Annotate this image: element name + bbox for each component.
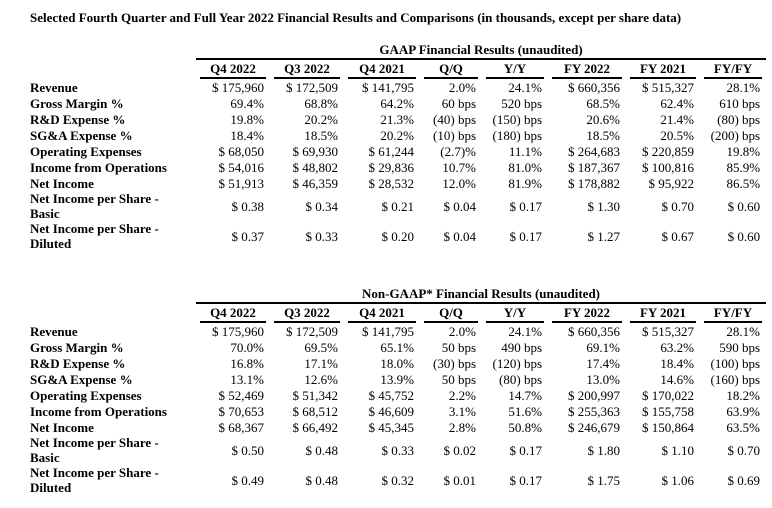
section-header-row — [30, 43, 766, 59]
cell-value: 12.0% — [442, 175, 476, 191]
cell-value: 21.3% — [380, 111, 414, 127]
cell-value: $ 29,836 — [368, 159, 414, 175]
row-label: Net Income per Share - Diluted — [30, 221, 159, 251]
cell-value: $ 68,050 — [218, 143, 264, 159]
cell-value: $ 660,356 — [568, 79, 620, 95]
cell-value: $ 0.17 — [509, 228, 542, 244]
cell-value: 3.1% — [448, 403, 476, 419]
cell-value: $ 0.48 — [305, 472, 338, 488]
cell-value: $ 200,997 — [568, 387, 620, 403]
column-header-label: Q4 2021 — [348, 306, 416, 323]
cell-value: $ 0.33 — [381, 442, 414, 458]
cell-value: 18.5% — [304, 127, 338, 143]
column-header-label: Q3 2022 — [274, 306, 340, 323]
cell-value: 65.1% — [380, 339, 414, 355]
cell-value: $ 0.20 — [381, 228, 414, 244]
cell-value: 20.5% — [660, 127, 694, 143]
cell-value: $ 1.30 — [587, 198, 620, 214]
cell-value: 18.0% — [380, 355, 414, 371]
table-row — [30, 323, 766, 339]
cell-value: $ 0.60 — [727, 228, 761, 244]
cell-value: 10.7% — [442, 159, 476, 175]
non-gaap-table-title: Non-GAAP* Financial Results (unaudited) — [362, 286, 600, 301]
table-row — [30, 143, 766, 159]
cell-value: 590 bps — [719, 339, 760, 355]
column-header — [626, 59, 700, 79]
cell-value: $ 45,345 — [368, 419, 414, 435]
cell-value: $ 0.04 — [443, 228, 476, 244]
cell-value: 19.8% — [230, 111, 264, 127]
cell-value: $ 45,752 — [368, 387, 414, 403]
gaap-table-body — [30, 79, 766, 251]
cell-value: $ 0.33 — [305, 228, 338, 244]
cell-value: 63.9% — [726, 403, 760, 419]
cell-value: 17.1% — [304, 355, 338, 371]
cell-value: $ 0.17 — [509, 442, 542, 458]
cell-value: 18.2% — [726, 387, 760, 403]
cell-value: $ 0.34 — [305, 198, 338, 214]
cell-value: 11.1% — [508, 143, 542, 159]
cell-value: $ 70,653 — [218, 403, 264, 419]
cell-value: $ 155,758 — [642, 403, 694, 419]
cell-value: 69.4% — [230, 95, 264, 111]
cell-value: 51.6% — [508, 403, 542, 419]
cell-value: 21.4% — [660, 111, 694, 127]
cell-value: 85.9% — [726, 159, 761, 175]
table-row — [30, 191, 766, 221]
cell-value: $ 172,509 — [286, 79, 338, 95]
cell-value: $ 0.01 — [443, 472, 476, 488]
cell-value: $ 0.50 — [231, 442, 264, 458]
cell-value: 24.1% — [508, 323, 542, 339]
cell-value: 63.2% — [660, 339, 694, 355]
cell-value: 69.1% — [586, 339, 620, 355]
cell-value: 520 bps — [501, 95, 542, 111]
cell-value: 2.8% — [448, 419, 476, 435]
cell-value: $ 1.80 — [587, 442, 620, 458]
cell-value: 81.9% — [508, 175, 542, 191]
cell-value: $ 0.49 — [231, 472, 264, 488]
column-header — [196, 303, 270, 323]
cell-value: 14.7% — [508, 387, 542, 403]
column-header — [270, 303, 344, 323]
column-header — [700, 303, 766, 323]
column-header-label: Q4 2022 — [200, 306, 266, 323]
row-label: Revenue — [30, 79, 78, 95]
cell-value: 20.6% — [586, 111, 620, 127]
cell-value: 2.0% — [448, 323, 476, 339]
cell-value: $ 68,367 — [218, 419, 264, 435]
row-label: Net Income — [30, 175, 94, 191]
non-gaap-results-table — [30, 287, 766, 495]
cell-value: $ 178,882 — [568, 175, 620, 191]
row-label: SG&A Expense % — [30, 371, 133, 387]
cell-value: 20.2% — [380, 127, 414, 143]
cell-value: 13.1% — [230, 371, 264, 387]
cell-value: 64.2% — [380, 95, 414, 111]
cell-value: $ 0.70 — [727, 442, 760, 458]
cell-value: 24.1% — [508, 79, 542, 95]
column-header-label: Q4 2021 — [348, 62, 416, 79]
cell-value: 490 bps — [501, 339, 542, 355]
cell-value: $ 175,960 — [212, 79, 264, 95]
cell-value: $ 0.69 — [727, 472, 760, 488]
cell-value: $ 0.17 — [509, 198, 542, 214]
cell-value: $ 0.67 — [661, 228, 694, 244]
row-label: Gross Margin % — [30, 339, 124, 355]
cell-value: $ 170,022 — [642, 387, 694, 403]
column-header — [548, 303, 626, 323]
column-header-label: Q3 2022 — [274, 62, 340, 79]
cell-value: $ 0.48 — [305, 442, 338, 458]
row-label: Operating Expenses — [30, 387, 142, 403]
section-header-cell — [196, 43, 766, 59]
section-header-cell — [196, 287, 766, 303]
row-label: Net Income per Share - Basic — [30, 191, 159, 221]
cell-value: $ 46,609 — [368, 403, 414, 419]
cell-value: $ 0.21 — [381, 198, 414, 214]
cell-value: $ 28,532 — [368, 175, 414, 191]
column-header — [270, 59, 344, 79]
row-label: R&D Expense % — [30, 355, 126, 371]
cell-value: (150) bps — [492, 111, 542, 127]
cell-value: $ 0.70 — [661, 198, 694, 214]
cell-value: $ 1.75 — [587, 472, 620, 488]
table-row — [30, 79, 766, 95]
cell-value: $ 1.10 — [661, 442, 694, 458]
cell-value: 12.6% — [304, 371, 338, 387]
cell-value: 18.5% — [586, 127, 620, 143]
table-row — [30, 111, 766, 127]
table-row — [30, 221, 766, 251]
cell-value: (2.7)% — [440, 143, 476, 159]
table-row — [30, 127, 766, 143]
cell-value: 62.4% — [660, 95, 694, 111]
cell-value: 28.1% — [726, 323, 760, 339]
non-gaap-table-body — [30, 323, 766, 495]
column-header — [420, 59, 482, 79]
row-label-column-header — [30, 59, 196, 79]
cell-value: 86.5% — [726, 175, 761, 191]
cell-value: 13.0% — [586, 371, 620, 387]
cell-value: $ 69,930 — [292, 143, 338, 159]
cell-value: $ 68,512 — [292, 403, 338, 419]
row-label: R&D Expense % — [30, 111, 126, 127]
cell-value: $ 0.38 — [231, 198, 264, 214]
table-row — [30, 371, 766, 387]
cell-value: $ 660,356 — [568, 323, 620, 339]
row-label: Revenue — [30, 323, 78, 339]
cell-value: (80) bps — [499, 371, 542, 387]
column-header-label: Y/Y — [486, 306, 544, 323]
column-header — [344, 303, 420, 323]
table-row — [30, 387, 766, 403]
row-label-column-header — [30, 303, 196, 323]
column-header-label: FY/FY — [704, 306, 762, 323]
cell-value: 2.0% — [448, 79, 476, 95]
cell-value: $ 0.60 — [727, 198, 761, 214]
cell-value: $ 141,795 — [362, 79, 414, 95]
cell-value: $ 187,367 — [568, 159, 620, 175]
cell-value: $ 141,795 — [362, 323, 414, 339]
column-header-label: FY 2022 — [552, 306, 622, 323]
cell-value: 50.8% — [508, 419, 542, 435]
cell-value: $ 100,816 — [642, 159, 694, 175]
column-header-label: FY 2021 — [630, 306, 696, 323]
column-header — [548, 59, 626, 79]
column-header-label: Y/Y — [486, 62, 544, 79]
cell-value: $ 1.06 — [661, 472, 694, 488]
cell-value: 60 bps — [441, 95, 476, 111]
cell-value: $ 264,683 — [568, 143, 620, 159]
cell-value: 19.8% — [726, 143, 761, 159]
row-label: SG&A Expense % — [30, 127, 133, 143]
row-label: Net Income per Share - Diluted — [30, 465, 159, 495]
column-header — [700, 59, 766, 79]
row-label: Income from Operations — [30, 159, 167, 175]
cell-value: 70.0% — [230, 339, 264, 355]
column-header — [196, 59, 270, 79]
cell-value: 18.4% — [230, 127, 264, 143]
table-row — [30, 159, 766, 175]
row-label: Operating Expenses — [30, 143, 142, 159]
cell-value: 20.2% — [304, 111, 338, 127]
cell-value: $ 46,359 — [292, 175, 338, 191]
column-header — [626, 303, 700, 323]
cell-value: $ 54,016 — [218, 159, 264, 175]
column-header-label: Q4 2022 — [200, 62, 266, 79]
cell-value: 68.5% — [586, 95, 620, 111]
table-row — [30, 355, 766, 371]
cell-value: (180) bps — [492, 127, 542, 143]
column-header-row — [30, 303, 766, 323]
cell-value: $ 515,327 — [642, 323, 694, 339]
cell-value: 68.8% — [304, 95, 338, 111]
gaap-results-table — [30, 43, 766, 251]
column-header-label: FY/FY — [704, 62, 762, 79]
column-header — [344, 59, 420, 79]
cell-value: $ 66,492 — [292, 419, 338, 435]
cell-value: 17.4% — [586, 355, 620, 371]
cell-value: (40) bps — [433, 111, 476, 127]
cell-value: $ 0.32 — [381, 472, 414, 488]
cell-value: $ 61,244 — [368, 143, 414, 159]
cell-value: 63.5% — [726, 419, 760, 435]
table-row — [30, 339, 766, 355]
cell-value: (120) bps — [492, 355, 542, 371]
row-label: Income from Operations — [30, 403, 167, 419]
column-header-label: FY 2022 — [552, 62, 622, 79]
row-label: Net Income — [30, 419, 94, 435]
cell-value: 14.6% — [660, 371, 694, 387]
cell-value: $ 95,922 — [648, 175, 694, 191]
column-header-label: FY 2021 — [630, 62, 696, 79]
cell-value: $ 51,342 — [292, 387, 338, 403]
cell-value: 50 bps — [441, 339, 476, 355]
cell-value: (200) bps — [710, 127, 761, 143]
cell-value: $ 0.37 — [231, 228, 264, 244]
cell-value: (80) bps — [717, 111, 761, 127]
column-header — [482, 59, 548, 79]
cell-value: 81.0% — [508, 159, 542, 175]
cell-value: $ 246,679 — [568, 419, 620, 435]
row-label: Net Income per Share - Basic — [30, 435, 159, 465]
gaap-table-title: GAAP Financial Results (unaudited) — [379, 42, 583, 57]
cell-value: $ 255,363 — [568, 403, 620, 419]
table-row — [30, 175, 766, 191]
cell-value: $ 0.04 — [443, 198, 476, 214]
table-row — [30, 465, 766, 495]
cell-value: $ 51,913 — [218, 175, 264, 191]
table-row — [30, 95, 766, 111]
cell-value: (100) bps — [710, 355, 760, 371]
cell-value: 2.2% — [448, 387, 476, 403]
cell-value: 13.9% — [380, 371, 414, 387]
cell-value: $ 48,802 — [292, 159, 338, 175]
cell-value: 18.4% — [660, 355, 694, 371]
section-header-row — [30, 287, 766, 303]
column-header — [482, 303, 548, 323]
cell-value: 28.1% — [726, 79, 761, 95]
page-title: Selected Fourth Quarter and Full Year 2022 Financial Results and Comparisons (in thousands, except per share data) — [30, 10, 682, 25]
cell-value: $ 1.27 — [587, 228, 620, 244]
row-label: Gross Margin % — [30, 95, 124, 111]
cell-value: 50 bps — [441, 371, 476, 387]
column-header-label: Q/Q — [424, 62, 478, 79]
cell-value: $ 172,509 — [286, 323, 338, 339]
table-row — [30, 435, 766, 465]
cell-value: $ 150,864 — [642, 419, 694, 435]
cell-value: 610 bps — [719, 95, 761, 111]
cell-value: (30) bps — [433, 355, 476, 371]
column-header-label: Q/Q — [424, 306, 478, 323]
section-header-spacer — [30, 287, 196, 303]
cell-value: $ 175,960 — [212, 323, 264, 339]
cell-value: $ 52,469 — [218, 387, 264, 403]
column-header — [420, 303, 482, 323]
cell-value: $ 0.02 — [443, 442, 476, 458]
cell-value: (160) bps — [710, 371, 760, 387]
cell-value: $ 220,859 — [642, 143, 694, 159]
column-header-row — [30, 59, 766, 79]
table-row — [30, 403, 766, 419]
table-row — [30, 419, 766, 435]
cell-value: (10) bps — [433, 127, 476, 143]
cell-value: $ 515,327 — [642, 79, 694, 95]
cell-value: 69.5% — [304, 339, 338, 355]
section-header-spacer — [30, 43, 196, 59]
cell-value: 16.8% — [230, 355, 264, 371]
cell-value: $ 0.17 — [509, 472, 542, 488]
